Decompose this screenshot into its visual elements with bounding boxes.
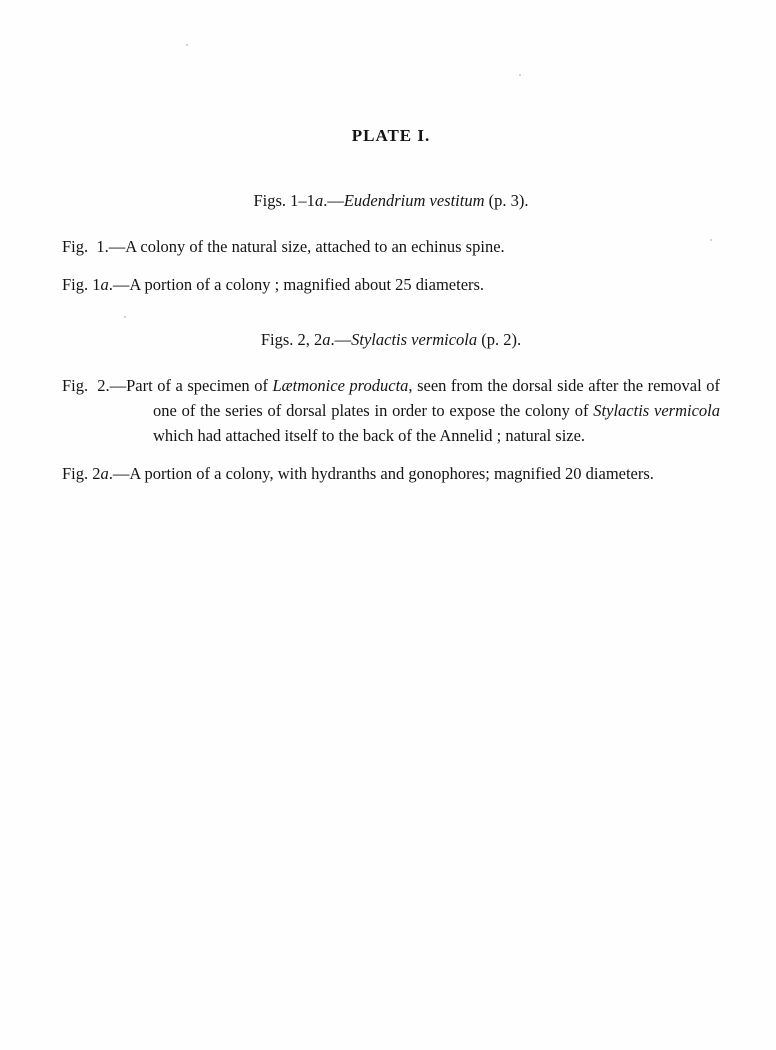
text-segment: (p. 3). xyxy=(484,191,529,210)
italic-text-segment: a xyxy=(314,191,324,210)
scan-speck xyxy=(519,74,521,76)
text-segment: Figs. 1–1 xyxy=(253,191,315,210)
italic-text-segment: Lætmonice producta xyxy=(272,376,409,395)
scan-speck xyxy=(710,239,712,241)
text-segment: .— xyxy=(323,191,344,210)
section-heading xyxy=(62,329,720,351)
text-segment: Fig. 2 xyxy=(62,464,101,483)
italic-text-segment: a xyxy=(100,464,109,483)
plate-title: PLATE I. xyxy=(351,126,431,145)
italic-text-segment: Stylactis vermicola xyxy=(351,330,478,349)
figure-entry-2a xyxy=(62,461,720,486)
section-heading xyxy=(62,190,720,212)
italic-text-segment: Eudendrium vestitum xyxy=(343,191,485,210)
figure-entry-1a xyxy=(62,272,720,297)
italic-text-segment: a xyxy=(322,330,331,349)
italic-text-segment: a xyxy=(100,275,109,294)
figure-section-1 xyxy=(62,190,720,297)
text-segment: .—A portion of a colony ; magnified about 25 diameters. xyxy=(108,275,485,294)
text-segment: Fig. 1 xyxy=(62,275,101,294)
figure-entry-2 xyxy=(62,373,720,448)
scan-speck xyxy=(124,316,126,318)
scan-speck xyxy=(186,44,188,46)
text-segment: , seen from the dorsal side after the removal of one of the series of dorsal plates in order to expose the colony of xyxy=(153,376,720,420)
text-segment: which had attached itself to the back of the Annelid ; natural size. xyxy=(153,426,586,445)
text-segment: .—A portion of a colony, with hydranths and gonophores; magnified 20 diameters. xyxy=(108,464,654,483)
italic-text-segment: Stylactis vermicola xyxy=(593,401,720,420)
text-segment: Fig. 2.—Part of a specimen of xyxy=(62,376,273,395)
text-segment: (p. 2). xyxy=(477,330,522,349)
text-segment: Figs. 2, 2 xyxy=(260,330,323,349)
text-segment: Fig. 1.—A colony of the natural size, attached to an echinus spine. xyxy=(62,237,505,256)
text-segment: .— xyxy=(330,330,352,349)
figure-section-2 xyxy=(62,329,720,486)
figure-entry-1 xyxy=(62,234,720,259)
